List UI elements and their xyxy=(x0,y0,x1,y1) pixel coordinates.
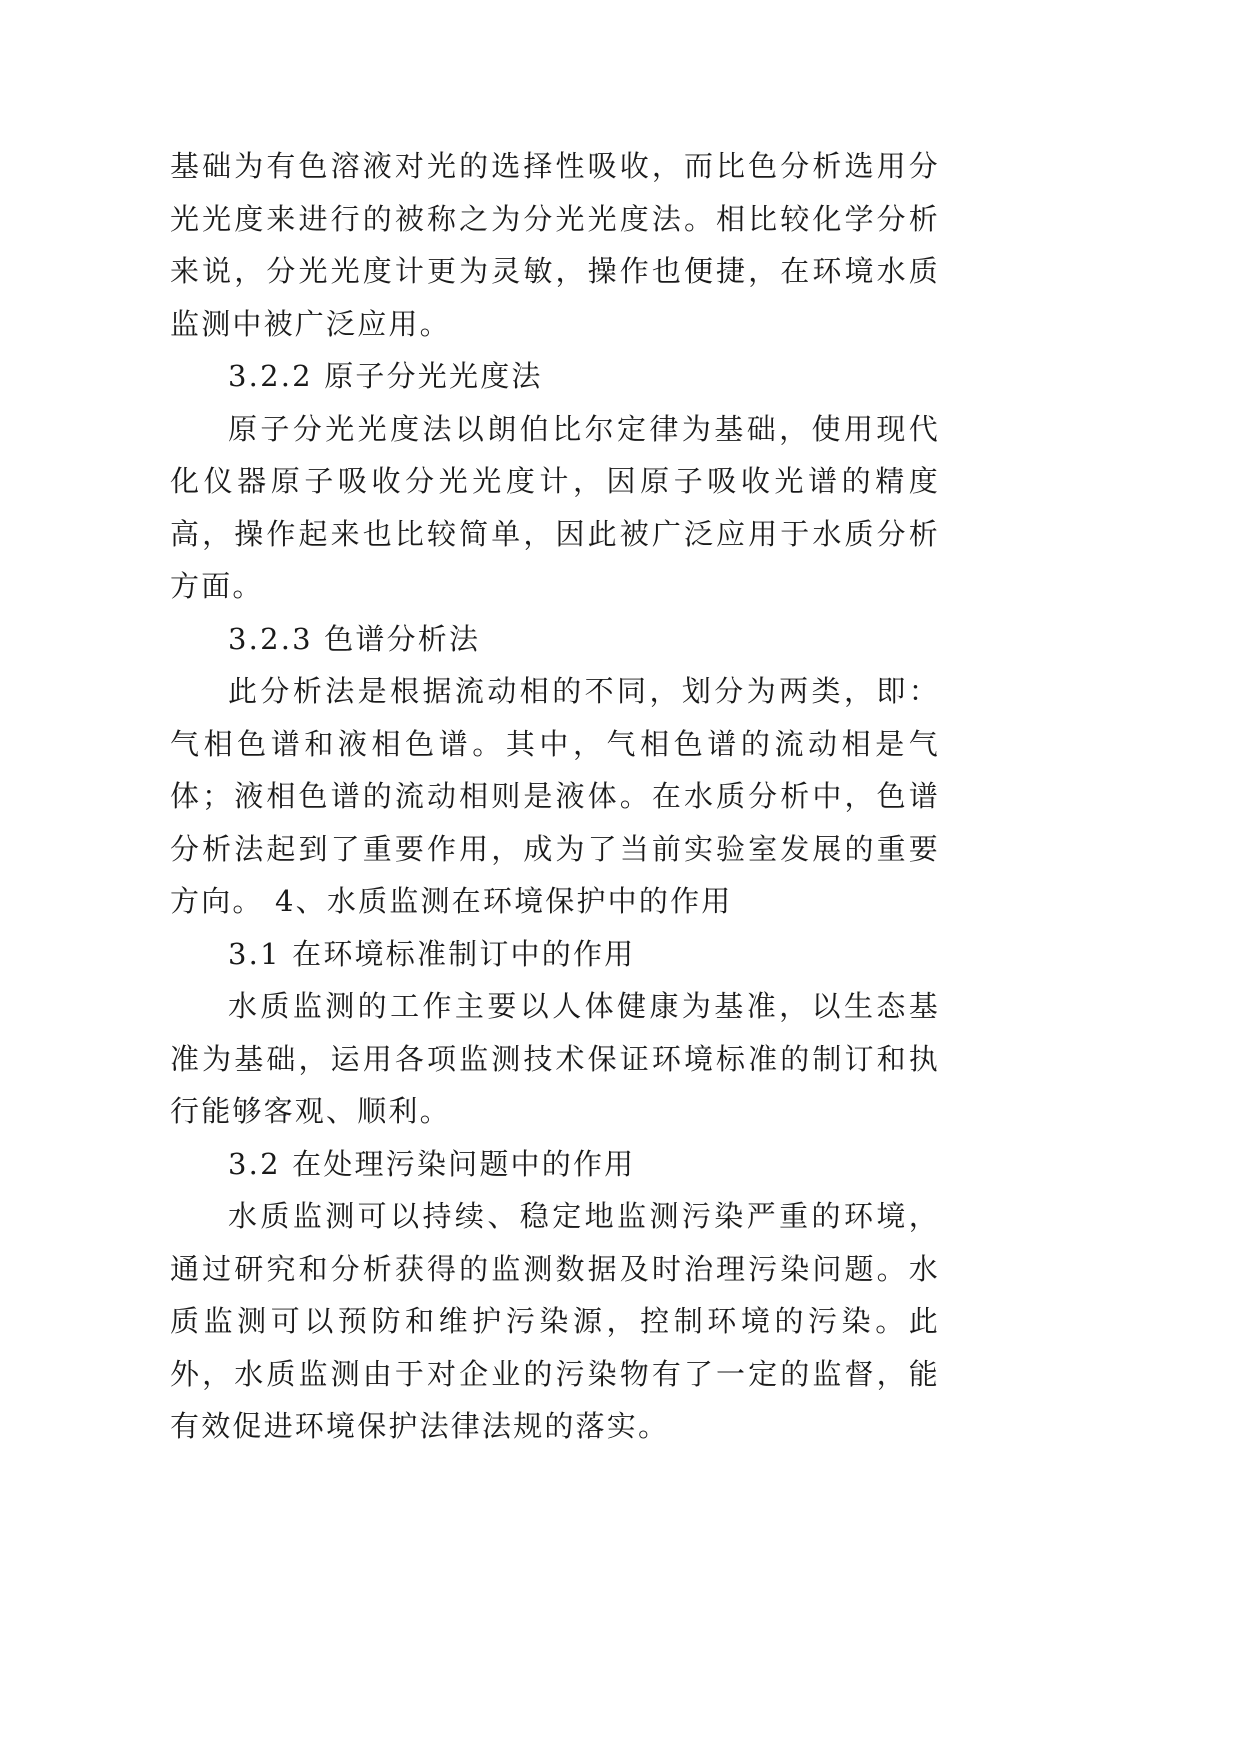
paragraph-atomic-spectrophotometry: 原子分光光度法以朗伯比尔定律为基础，使用现代化仪器原子吸收分光光度计，因原子吸收光谱的精度高，操作起来也比较简单，因此被广泛应用于水质分析方面。 xyxy=(170,411,940,603)
section-heading-3-2-3: 3.2.3 色谱分析法 xyxy=(228,621,481,656)
section-heading-3-1: 3.1 在环境标准制订中的作用 xyxy=(228,936,636,971)
paragraph-pollution-handling: 水质监测可以持续、稳定地监测污染严重的环境，通过研究和分析获得的监测数据及时治理污染问题。水质监测可以预防和维护污染源，控制环境的污染。此外，水质监测由于对企业的污染物有了一定的监督，能有效促进环境保护法律法规的落实。 xyxy=(170,1199,940,1443)
section-heading-3-2: 3.2 在处理污染问题中的作用 xyxy=(228,1146,636,1181)
paragraph-spectrophotometry-intro: 基础为有色溶液对光的选择性吸收，而比色分析选用分光光度来进行的被称之为分光光度法。相比较化学分析来说，分光光度计更为灵敏，操作也便捷，在环境水质监测中被广泛应用。 xyxy=(170,149,940,341)
section-heading-3-2-2: 3.2.2 原子分光光度法 xyxy=(228,359,543,393)
paragraph-environmental-standards: 水质监测的工作主要以人体健康为基准，以生态基准为基础，运用各项监测技术保证环境标准的制订和执行能够客观、顺利。 xyxy=(170,989,940,1128)
document-body xyxy=(170,140,940,1453)
paragraph-chromatography: 此分析法是根据流动相的不同，划分为两类，即：气相色谱和液相色谱。其中，气相色谱的流动相是气体；液相色谱的流动相则是液体。在水质分析中，色谱分析法起到了重要作用，成为了当前实验室发展的重要方向。 4、水质监测在环境保护中的作用 xyxy=(170,674,940,918)
